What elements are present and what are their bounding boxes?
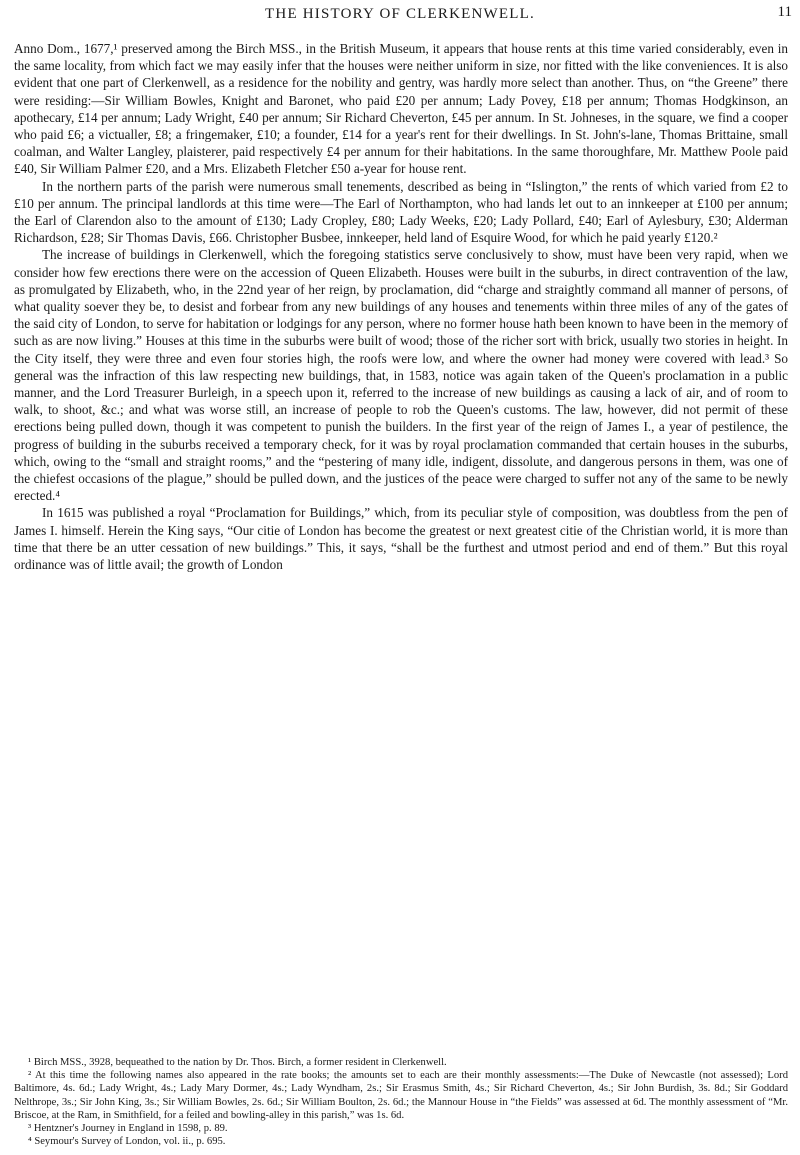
footnote-4: ⁴ Seymour's Survey of London, vol. ii., p. 695. [28,1136,226,1148]
footnote-3: ³ Hentzner's Journey in England in 1598, p. 89. [28,1123,228,1135]
page-number: 11 [777,4,792,20]
paragraph-increase-of-buildings: The increase of buildings in Clerkenwell, which the foregoing statistics serve conclusively to show, must have been very rapid, when we consider how few erections there were on the accession of Queen Elizabeth. Houses were built in the suburbs, in direct contravention of the law, as promulgated by Elizabeth, who, in the 22nd year of her reign, by proclamation, did “charge and straightly command all manner of persons, of what quality soever they be, to desist and forbear from any new buildings of any houses and tenements within three miles of any of the gates of the said city of London, to serve for habitation or lodgings for any person, where no former house hath been known to have been in the memory of such as are now living.” Houses at this time in the suburbs were built of wood; those of the richer sort with brick, usually two stories in height. In the City itself, they were three and even four stories high, the roofs were low, and where the owner had money were covered with lead.³ So general was the infraction of this law respecting new buildings, that, in 1583, notice was again taken of the Queen's proclamation in a public manner, and the Lord Treasurer Burleigh, in a speech upon it, referred to the increase of new buildings as causing a lack of air, and of room to walk, to shoot, &c.; and what was worse still, an increase of people to rob the Queen's customs. The law, however, did not permit of these erections being pulled down, though it was competent to punish the builders. In the first year of the reign of James I., a year of pestilence, the progress of building in the suburbs received a temporary check, for it was by royal proclamation commanded that certain houses in the suburbs, which, owing to the “small and straight rooms,” and the “pestering of many idle, indigent, dissolute, and dangerous persons in them, was one of the chiefest occasions of the plague,” should be pulled down, and the justices of the peace were charged to suffer not any of the same to be newly erected.⁴ [14,247,788,504]
body-text [14,40,788,573]
footnote-1: ¹ Birch MSS., 3928, bequeathed to the nation by Dr. Thos. Birch, a former resident in Clerkenwell. [28,1057,447,1068]
paragraph-northern-parts: In the northern parts of the parish were numerous small tenements, described as being in “Islington,” the rents of which varied from £2 to £10 per annum. The principal landlords at this time were—The Earl of Northampton, who had lands let out to an innkeeper at £100 per annum; the Earl of Clarendon also to the amount of £130; Lady Cropley, £80; Lady Weeks, £20; Lady Pollard, £40; Earl of Aylesbury, £30; Alderman Richardson, £28; Sir Thomas Davis, £66. Christopher Busbee, innkeeper, held land of Esquire Wood, for which he paid yearly £120.² [14,178,788,246]
footnotes [14,1056,788,1148]
footnote-2: ² At this time the following names also appeared in the rate books; the amounts set to each are their monthly assessments:—The Duke of Newcastle (not assessed); Lord Baltimore, 4s. 6d.; Lady Wright, 4s.; Lady Mary Dormer, 4s.; Lady Wyndham, 2s.; Sir Erasmus Smith, 4s.; Sir Richard Cheverton, 4s.; Sir John Burdish, 3s. 8d.; Sir Goddard Nelthrope, 3s.; Sir John King, 3s.; Sir William Bowles, 2s. 6d.; Sir William Boulton, 2s. 6d.; the Mannour House in “the Fields” was assessed at 6d. The monthly assessment of “Mr. Briscoe, at the Ram, in Smithfield, for a feiled and bowling-alley in this parish,” was 1s. 6d. [14,1070,788,1121]
paragraph-proclamation-1615: In 1615 was published a royal “Proclamation for Buildings,” which, from its peculiar style of composition, was doubtless from the pen of James I. himself. Herein the King says, “Our citie of London has become the greatest or next greatest citie of the Christian world, it is more than time that there be an utter cessation of new buildings.” This, it says, “shall be the furthest and utmost period and end of them.” But this royal ordinance was of little avail; the growth of London [14,505,788,573]
running-title: THE HISTORY OF CLERKENWELL. [265,6,535,22]
paragraph-house-rents: Anno Dom., 1677,¹ preserved among the Birch MSS., in the British Museum, it appears that house rents at this time varied considerably, even in the same locality, from which fact we may easily infer that the houses were neither uniform in size, nor fitted with the like conveniences. It is also evident that one part of Clerkenwell, as a residence for the nobility and gentry, was hardly more select than another. Thus, on “the Greene” there were residing:—Sir William Bowles, Knight and Baronet, who paid £20 per annum; Lady Povey, £18 per annum; Thomas Hodgkinson, an apothecary, £14 per annum; Lady Wright, £40 per annum; Sir Richard Cheverton, £45 per annum. In St. Johneses, in the square, we find a cooper who paid £6; a victualler, £8; a fringemaker, £10; a founder, £14 for a year's rent for their dwellings. In St. John's-lane, Thomas Brittaine, small coalman, and Walter Langley, plaisterer, paid respectively £4 per annum for their habitations. In the same thoroughfare, Mr. Matthew Poole paid £40, Sir William Palmer £20, and a Mrs. Elizabeth Fletcher £50 a-year for house rent. [14,41,788,177]
